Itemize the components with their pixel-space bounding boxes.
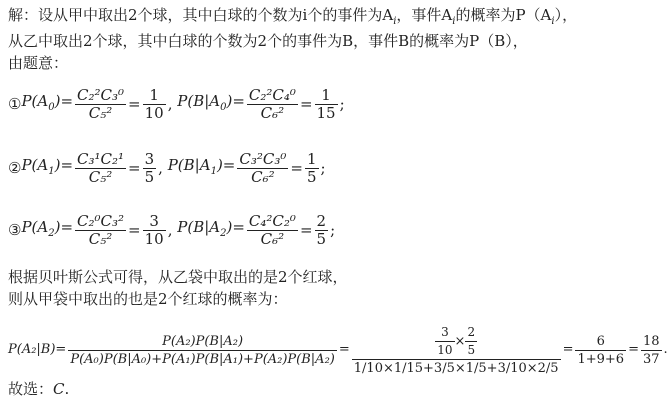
case-pb-frac: $\frac{\text{C₄²C₂⁰}}{\text{C₆²}}$ [248, 211, 296, 248]
case-pa: $P(A_2)=$ [21, 217, 74, 239]
case-frac: $\frac{\text{C₂²C₃⁰}}{\text{C₅²}}$ [77, 85, 125, 122]
intro-sub-3: i [551, 16, 555, 27]
case-pb-value: $\frac{2}{5}$ [316, 211, 327, 248]
case-pb: $P(B|A_1)=$ [167, 155, 236, 177]
bayes-end: . [663, 342, 668, 357]
case-pb-frac: $\frac{\text{C₂²C₄⁰}}{\text{C₆²}}$ [248, 85, 296, 122]
intro-text-end: 的概率为P（A [455, 6, 552, 24]
case-value: $\frac{3}{5}$ [144, 149, 155, 186]
bayes-line-1 [8, 266, 348, 288]
case-pb-value: $\frac{1}{15}$ [316, 85, 336, 122]
bayes-text-1: 根据贝叶斯公式可得，从乙袋中取出的是2个红球， [8, 268, 348, 286]
bayes-frac-3: $\frac{6}{1+9+6}$ [577, 333, 625, 367]
case-pa: $P(A_0)=$ [21, 91, 74, 113]
bayes-text-2: 则从甲袋中取出的也是2个红球的概率为： [8, 290, 288, 308]
bayes-lhs: P(A₂|B)= [8, 342, 67, 357]
case-frac: $\frac{\text{C₂⁰C₃²}}{\text{C₅²}}$ [77, 211, 125, 248]
intro-line-3 [8, 52, 68, 74]
answer-end: . [64, 380, 70, 398]
answer-label: 故选： [8, 380, 54, 398]
case-marker: ① [8, 95, 22, 113]
case-end: ; [339, 95, 345, 113]
case-marker: ③ [8, 221, 22, 239]
intro-sub-2: i [452, 16, 456, 27]
intro-sub-1: i [393, 16, 397, 27]
intro-text-2: 从乙中取出2个球，其中白球的个数为2个的事件为B，事件B的概率为P（B）， [8, 32, 528, 50]
case-value: $\frac{3}{10}$ [144, 211, 164, 248]
case-pb-frac: $\frac{\text{C₃²C₃⁰}}{\text{C₆²}}$ [239, 149, 287, 186]
bayes-line-2 [8, 288, 288, 310]
bayes-formula: P(A₂|B)= $\frac{\text{P(A₂)P(B|A₂)}}{\text{P(A₀)P(B|A₀)+P(A₁)P(B|A₁)+P(A₂)P(B|A₂)}}$ = $\frac{3}{10}$ × $\frac{2}{5}$ 1/10×1/15+3/5×1/5+3/10×2/5 = $\frac{6}{1+9+6}$ = $\frac{18}{37}$ . [8, 324, 668, 376]
case-row-1: ① $P(A_0)=$ $\frac{\text{C₂²C₃⁰}}{\text{C₅²}}$ = $\frac{1}{10}$ , $P(B|A_0)=$ $\frac{\text{C₂²C₄⁰}}{\text{C₆²}}$ = $\frac{1}{15}$ ; [8, 85, 345, 122]
case-pa: $P(A_1)=$ [21, 155, 74, 177]
case-marker: ② [8, 159, 22, 177]
answer-line [8, 378, 69, 400]
intro-text-3: 由题意： [8, 54, 69, 72]
intro-text-1: 解：设从甲中取出2个球，其中白球的个数为i个的事件为A [8, 6, 394, 24]
bayes-frac-1: $\frac{\text{P(A₂)P(B|A₂)}}{\text{P(A₀)P(B|A₀)+P(A₁)P(B|A₁)+P(A₂)P(B|A₂)}}$ [70, 333, 335, 367]
case-pb-value: $\frac{1}{5}$ [306, 149, 317, 186]
intro-text-mid: ，事件A [396, 6, 453, 24]
intro-line-1 [8, 4, 577, 33]
case-value: $\frac{1}{10}$ [144, 85, 164, 122]
case-pb: $P(B|A_2)=$ [177, 217, 245, 239]
case-end: ; [330, 221, 336, 239]
case-pb: $P(B|A_0)=$ [177, 91, 245, 113]
case-end: ; [320, 159, 326, 177]
case-row-2: ② $P(A_1)=$ $\frac{\text{C₃¹C₂¹}}{\text{C₅²}}$ = $\frac{3}{5}$ , $P(B|A_1)=$ $\frac{\text{C₃²C₃⁰}}{\text{C₆²}}$ = $\frac{1}{5}$ ; [8, 149, 326, 186]
case-row-3: ③ $P(A_2)=$ $\frac{\text{C₂⁰C₃²}}{\text{C₅²}}$ = $\frac{3}{10}$ , $P(B|A_2)=$ $\frac{\text{C₄²C₂⁰}}{\text{C₆²}}$ = $\frac{2}{5}$ ; [8, 211, 336, 248]
intro-close: ）， [554, 6, 578, 24]
answer-value: C [53, 380, 65, 398]
case-frac: $\frac{\text{C₃¹C₂¹}}{\text{C₅²}}$ [77, 149, 125, 186]
bayes-frac-2: $\frac{3}{10}$ × $\frac{2}{5}$ 1/10×1/15+3/5×1/5+3/10×2/5 [353, 324, 559, 376]
bayes-frac-4: $\frac{18}{37}$ [643, 333, 660, 367]
intro-line-2 [8, 30, 528, 52]
